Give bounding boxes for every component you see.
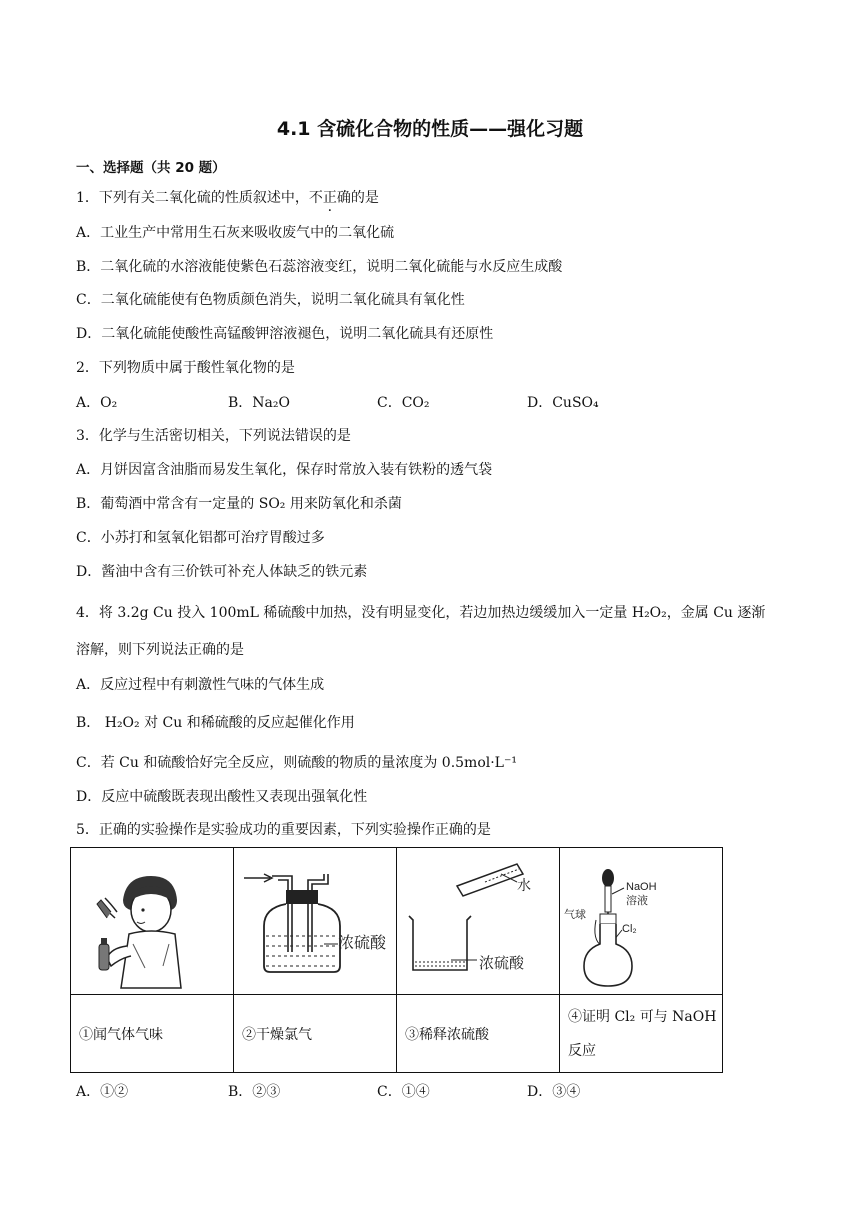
caption-4-line2: 反应 xyxy=(568,1042,596,1059)
q1-option-b: B．二氧化硫的水溶液能使紫色石蕊溶液变红，说明二氧化硫能与水反应生成酸 xyxy=(76,259,563,275)
q3-option-d: D．酱油中含有三价铁可补充人体缺乏的铁元素 xyxy=(76,564,368,580)
q2-option-d: D．CuSO₄ xyxy=(527,395,599,411)
q1-stem-pre: 1．下列有关二氧化硫的性质叙述中， xyxy=(76,190,309,206)
label-balloon: 气球 xyxy=(564,909,586,921)
gas-washing-bottle-figure xyxy=(234,848,396,994)
q4-stem-line1: 4．将 3.2g Cu 投入 100mL 稀硫酸中加热，没有明显变化，若边加热边缓缓加入一定量 H₂O₂，金属 Cu 逐渐 xyxy=(76,605,766,621)
caption-2: ②干燥氯气 xyxy=(234,995,397,1073)
q1-stem-post: 的是 xyxy=(350,190,379,206)
q1-stem xyxy=(76,188,379,208)
fig-dilute-acid xyxy=(397,848,560,995)
q5-option-c: C．①④ xyxy=(377,1084,430,1100)
q5-table xyxy=(70,847,723,1073)
label-conc-sulfuric-acid-2: 浓硫酸 xyxy=(479,955,525,972)
fig-smell-gas xyxy=(71,848,234,995)
q5-stem: 5．正确的实验操作是实验成功的重要因素，下列实验操作正确的是 xyxy=(76,822,491,838)
q5-option-a: A．①② xyxy=(76,1084,129,1100)
q2-stem: 2．下列物质中属于酸性氧化物的是 xyxy=(76,360,295,376)
caption-3: ③稀释浓硫酸 xyxy=(397,995,560,1073)
q3-option-b: B．葡萄酒中常含有一定量的 SO₂ 用来防氧化和杀菌 xyxy=(76,496,402,512)
q3-option-c: C．小苏打和氢氧化铝都可治疗胃酸过多 xyxy=(76,530,325,546)
q3-stem: 3．化学与生活密切相关，下列说法错误的是 xyxy=(76,428,351,444)
label-naoh: NaOH xyxy=(626,881,657,893)
q1-option-d: D．二氧化硫能使酸性高锰酸钾溶液褪色，说明二氧化硫具有还原性 xyxy=(76,326,494,342)
label-cl2: Cl₂ xyxy=(622,923,637,935)
q1-option-a: A．工业生产中常用生石灰来吸收废气中的二氧化硫 xyxy=(76,225,395,241)
q4-option-a: A．反应过程中有刺激性气味的气体生成 xyxy=(76,677,325,693)
q5-option-b: B．②③ xyxy=(228,1084,281,1100)
q3-option-a: A．月饼因富含油脂而易发生氧化，保存时常放入装有铁粉的透气袋 xyxy=(76,462,493,478)
q4-option-d: D．反应中硫酸既表现出酸性又表现出强氧化性 xyxy=(76,789,368,805)
q2-option-a: A．O₂ xyxy=(76,395,118,411)
q2-option-b: B．Na₂O xyxy=(228,395,290,411)
label-water: 水 xyxy=(517,877,531,893)
fig-dry-chlorine xyxy=(234,848,397,995)
q5-option-d: D．③④ xyxy=(527,1084,581,1100)
q4-stem-line2: 溶解，则下列说法正确的是 xyxy=(76,642,244,658)
child-smelling-figure xyxy=(71,848,233,994)
label-conc-sulfuric-acid: 浓硫酸 xyxy=(338,935,387,952)
fig-cl2-naoh xyxy=(560,848,723,995)
caption-4 xyxy=(560,995,723,1073)
q1-stem-emphasis xyxy=(309,190,351,206)
flask-balloon-figure xyxy=(560,848,722,994)
beaker-dilution-figure xyxy=(397,848,559,994)
section-heading: 一、选择题（共 20 题） xyxy=(76,160,226,176)
q2-option-c: C．CO₂ xyxy=(377,395,430,411)
label-solution: 溶液 xyxy=(626,895,648,907)
q4-option-c: C．若 Cu 和硫酸恰好完全反应，则硫酸的物质的量浓度为 0.5mol·L⁻¹ xyxy=(76,755,517,771)
page-title: 4.1 含硫化合物的性质——强化习题 xyxy=(276,118,584,140)
caption-1: ①闻气体气味 xyxy=(71,995,234,1073)
q1-option-c: C．二氧化硫能使有色物质颜色消失，说明二氧化硫具有氧化性 xyxy=(76,292,465,308)
caption-4-line1: ④证明 Cl₂ 可与 NaOH xyxy=(568,1008,717,1025)
q4-option-b: B． H₂O₂ 对 Cu 和稀硫酸的反应起催化作用 xyxy=(76,715,355,731)
q1-emph-text: 不正确 xyxy=(308,190,351,206)
